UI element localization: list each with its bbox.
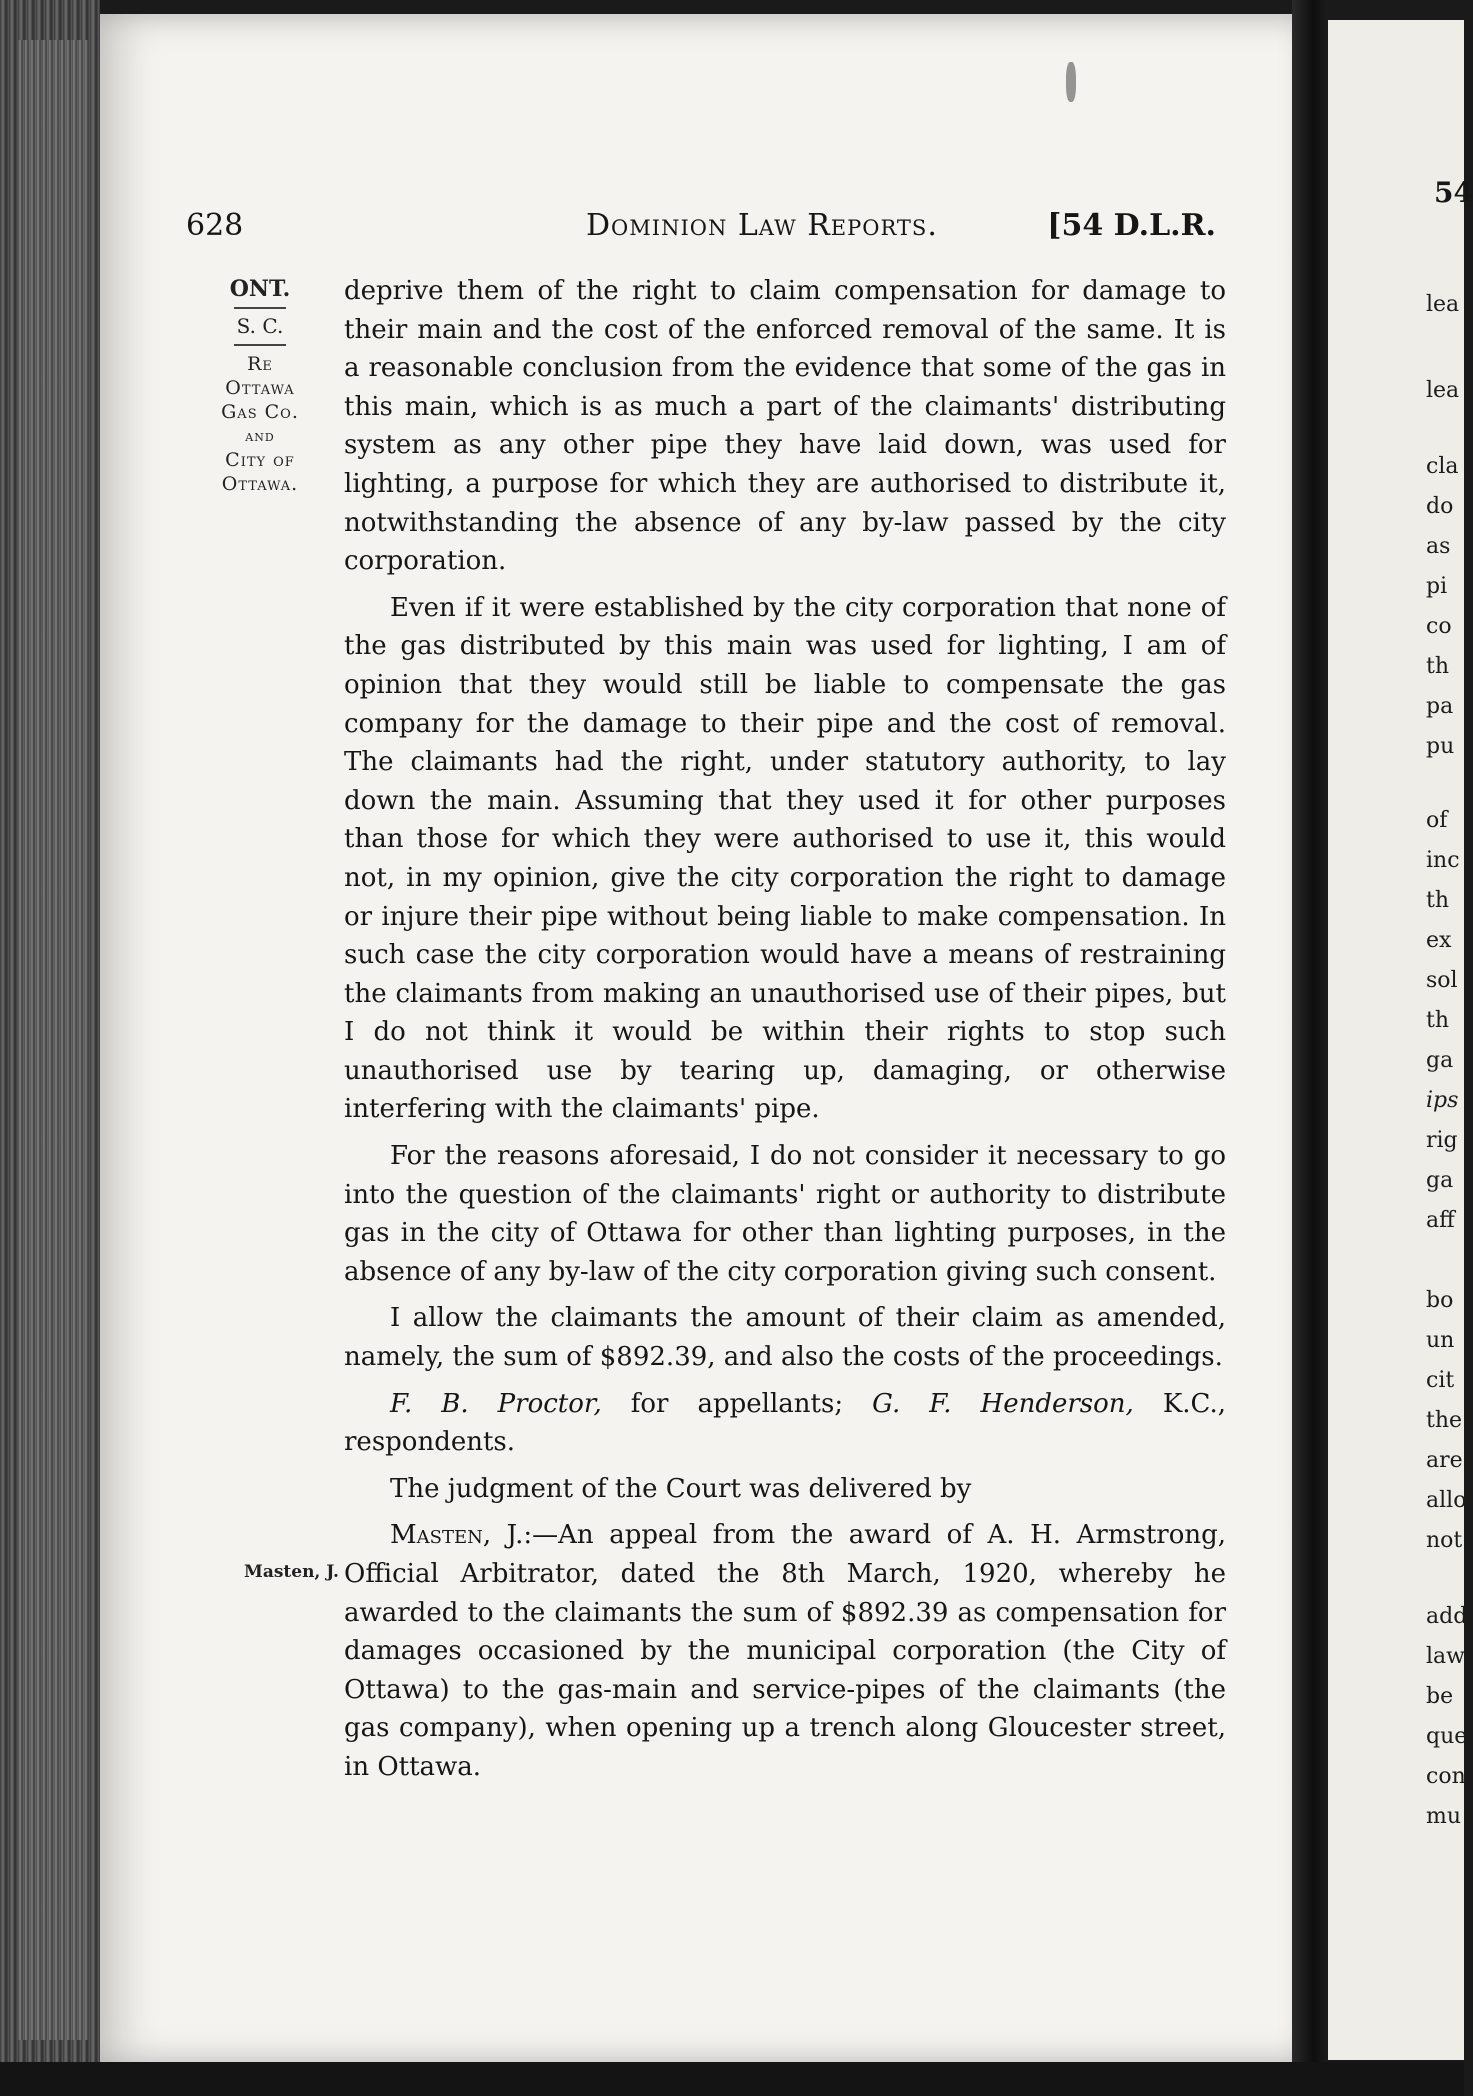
- case-line: and: [245, 427, 275, 445]
- bottom-shadow: [0, 2062, 1464, 2096]
- book-edge-left: [0, 0, 100, 2096]
- facing-page-fragment: aff: [1426, 1208, 1455, 1233]
- volume-reference: [54 D.L.R.: [1047, 208, 1216, 243]
- court: S. C.: [236, 314, 284, 338]
- respondent-counsel: G. F. Henderson,: [872, 1388, 1134, 1419]
- judge-name: Masten, J.:: [390, 1520, 533, 1551]
- facing-page-fragment: th: [1426, 1008, 1450, 1033]
- facing-page: [1328, 20, 1467, 2060]
- facing-page-fragment: pi: [1426, 574, 1448, 599]
- facing-page-fragment: th: [1426, 888, 1450, 913]
- facing-page-fragment: mu: [1426, 1804, 1462, 1829]
- book-gutter: [1292, 0, 1328, 2096]
- facing-page-fragment: pa: [1426, 694, 1454, 719]
- facing-page-fragment: lea: [1426, 292, 1460, 317]
- paragraph: For the reasons aforesaid, I do not consider it necessary to go into the question of the claimants' right or authority to distribute gas in the city of Ottawa for other than lighting purposes, in the absence of any by-law of the city corporation giving such consent.: [344, 1141, 1226, 1287]
- facing-page-fragment: be: [1426, 1684, 1454, 1709]
- case-line: Re: [247, 353, 273, 375]
- facing-page-fragment: allo: [1426, 1488, 1467, 1513]
- paragraph: deprive them of the right to claim compensation for damage to their main and the cost of the enforced removal of the same. It is a reasonable conclusion from the evidence that some of the gas in this main, which is as much a part of the claimants' distributing system as any other pipe they have laid down, was used for lighting, a purpose for which they are authorised to distribute it, notwithstanding the absence of any by-law passed by the city corporation.: [344, 276, 1226, 577]
- facing-page-fragment: ga: [1426, 1168, 1454, 1193]
- counsel-line: [344, 1385, 1226, 1462]
- facing-page-fragment: the: [1426, 1408, 1463, 1433]
- facing-page-fragment: cit: [1426, 1368, 1455, 1393]
- facing-page-fragment: law: [1426, 1644, 1465, 1669]
- paragraph: Even if it were established by the city corporation that none of the gas distributed by this main was used for lighting, I am of opinion that they would still be liable to compensate the gas company for the damage to their pipe and the cost of removal. The claimants had the right, under statutory authority, to lay down the main. Assuming that they used it for other purposes than those for which they were authorised to use it, this would not, in my opinion, give the city corporation the right to damage or injure their pipe without being liable to make compensation. In such case the city corporation would have a means of restraining the claimants from making an unauthorised use of their pipes, but I do not think it would be within their rights to stop such unauthorised use by tearing up, damaging, or otherwise interfering with the claimants' pipe.: [344, 592, 1226, 1125]
- case-name: [200, 352, 320, 496]
- case-line: Ottawa: [225, 377, 295, 399]
- respondent-text: K.C., respondents.: [344, 1388, 1227, 1458]
- facing-page-fragment: que: [1426, 1724, 1468, 1749]
- facing-page-fragment: do: [1426, 494, 1454, 519]
- book-edge-pages: [18, 40, 88, 2040]
- facing-page-fragment: cla: [1426, 454, 1459, 479]
- page-mark: [1066, 62, 1076, 102]
- jurisdiction: ONT.: [229, 276, 291, 302]
- case-sidebar: [200, 278, 320, 496]
- running-header: [186, 208, 1216, 258]
- facing-page-fragment: sol: [1426, 968, 1458, 993]
- facing-page-fragment: add: [1426, 1604, 1468, 1629]
- judgment-body: [344, 272, 1226, 1787]
- divider: [234, 344, 286, 346]
- facing-page-fragment: ex: [1426, 928, 1452, 953]
- paragraph-text: —An appeal from the award of A. H. Armstrong, Official Arbitrator, dated the 8th March, 1920, whereby he awarded to the claimants the sum of $892.39 as compensation for damages occasioned by the municipal corporation (the City of Ottawa) to the gas-main and service-pipes of the claimants (the gas company), when opening up a trench along Gloucester street, in Ottawa.: [344, 1520, 1226, 1782]
- facing-page-fragment: ips: [1426, 1088, 1459, 1113]
- paragraph: [344, 1516, 1226, 1786]
- judge-margin-note: Masten, J.: [244, 1562, 339, 1582]
- facing-page-fragment: not: [1426, 1528, 1463, 1553]
- facing-page-fragment: ga: [1426, 1048, 1454, 1073]
- facing-page-fragment: are: [1426, 1448, 1463, 1473]
- case-line: Ottawa.: [221, 473, 299, 495]
- facing-page-fragment: bo: [1426, 1288, 1454, 1313]
- paragraph: I allow the claimants the amount of their claim as amended, namely, the sum of $892.39, and also the costs of the proceedings.: [344, 1303, 1226, 1373]
- divider: [234, 307, 286, 309]
- case-line: City of: [225, 449, 295, 471]
- facing-page-fragment: rig: [1426, 1128, 1458, 1153]
- facing-page-fragment: as: [1426, 534, 1451, 559]
- journal-title: Dominion Law Reports.: [586, 208, 938, 243]
- facing-page-fragment: of: [1426, 808, 1448, 833]
- appellant-counsel: F. B. Proctor,: [390, 1388, 602, 1419]
- paragraph: The judgment of the Court was delivered by: [390, 1473, 972, 1504]
- appellant-text: for appellants;: [630, 1388, 844, 1419]
- facing-page-fragment: con: [1426, 1764, 1466, 1789]
- facing-page-fragment: lea: [1426, 378, 1460, 403]
- facing-page-fragment: co: [1426, 614, 1452, 639]
- case-line: Gas Co.: [221, 401, 299, 423]
- page-number: 628: [186, 208, 244, 243]
- facing-page-header: 54: [1434, 176, 1473, 209]
- facing-page-fragment: inc: [1426, 848, 1460, 873]
- facing-page-fragment: un: [1426, 1328, 1455, 1353]
- facing-page-fragment: pu: [1426, 734, 1455, 759]
- facing-page-fragment: th: [1426, 654, 1450, 679]
